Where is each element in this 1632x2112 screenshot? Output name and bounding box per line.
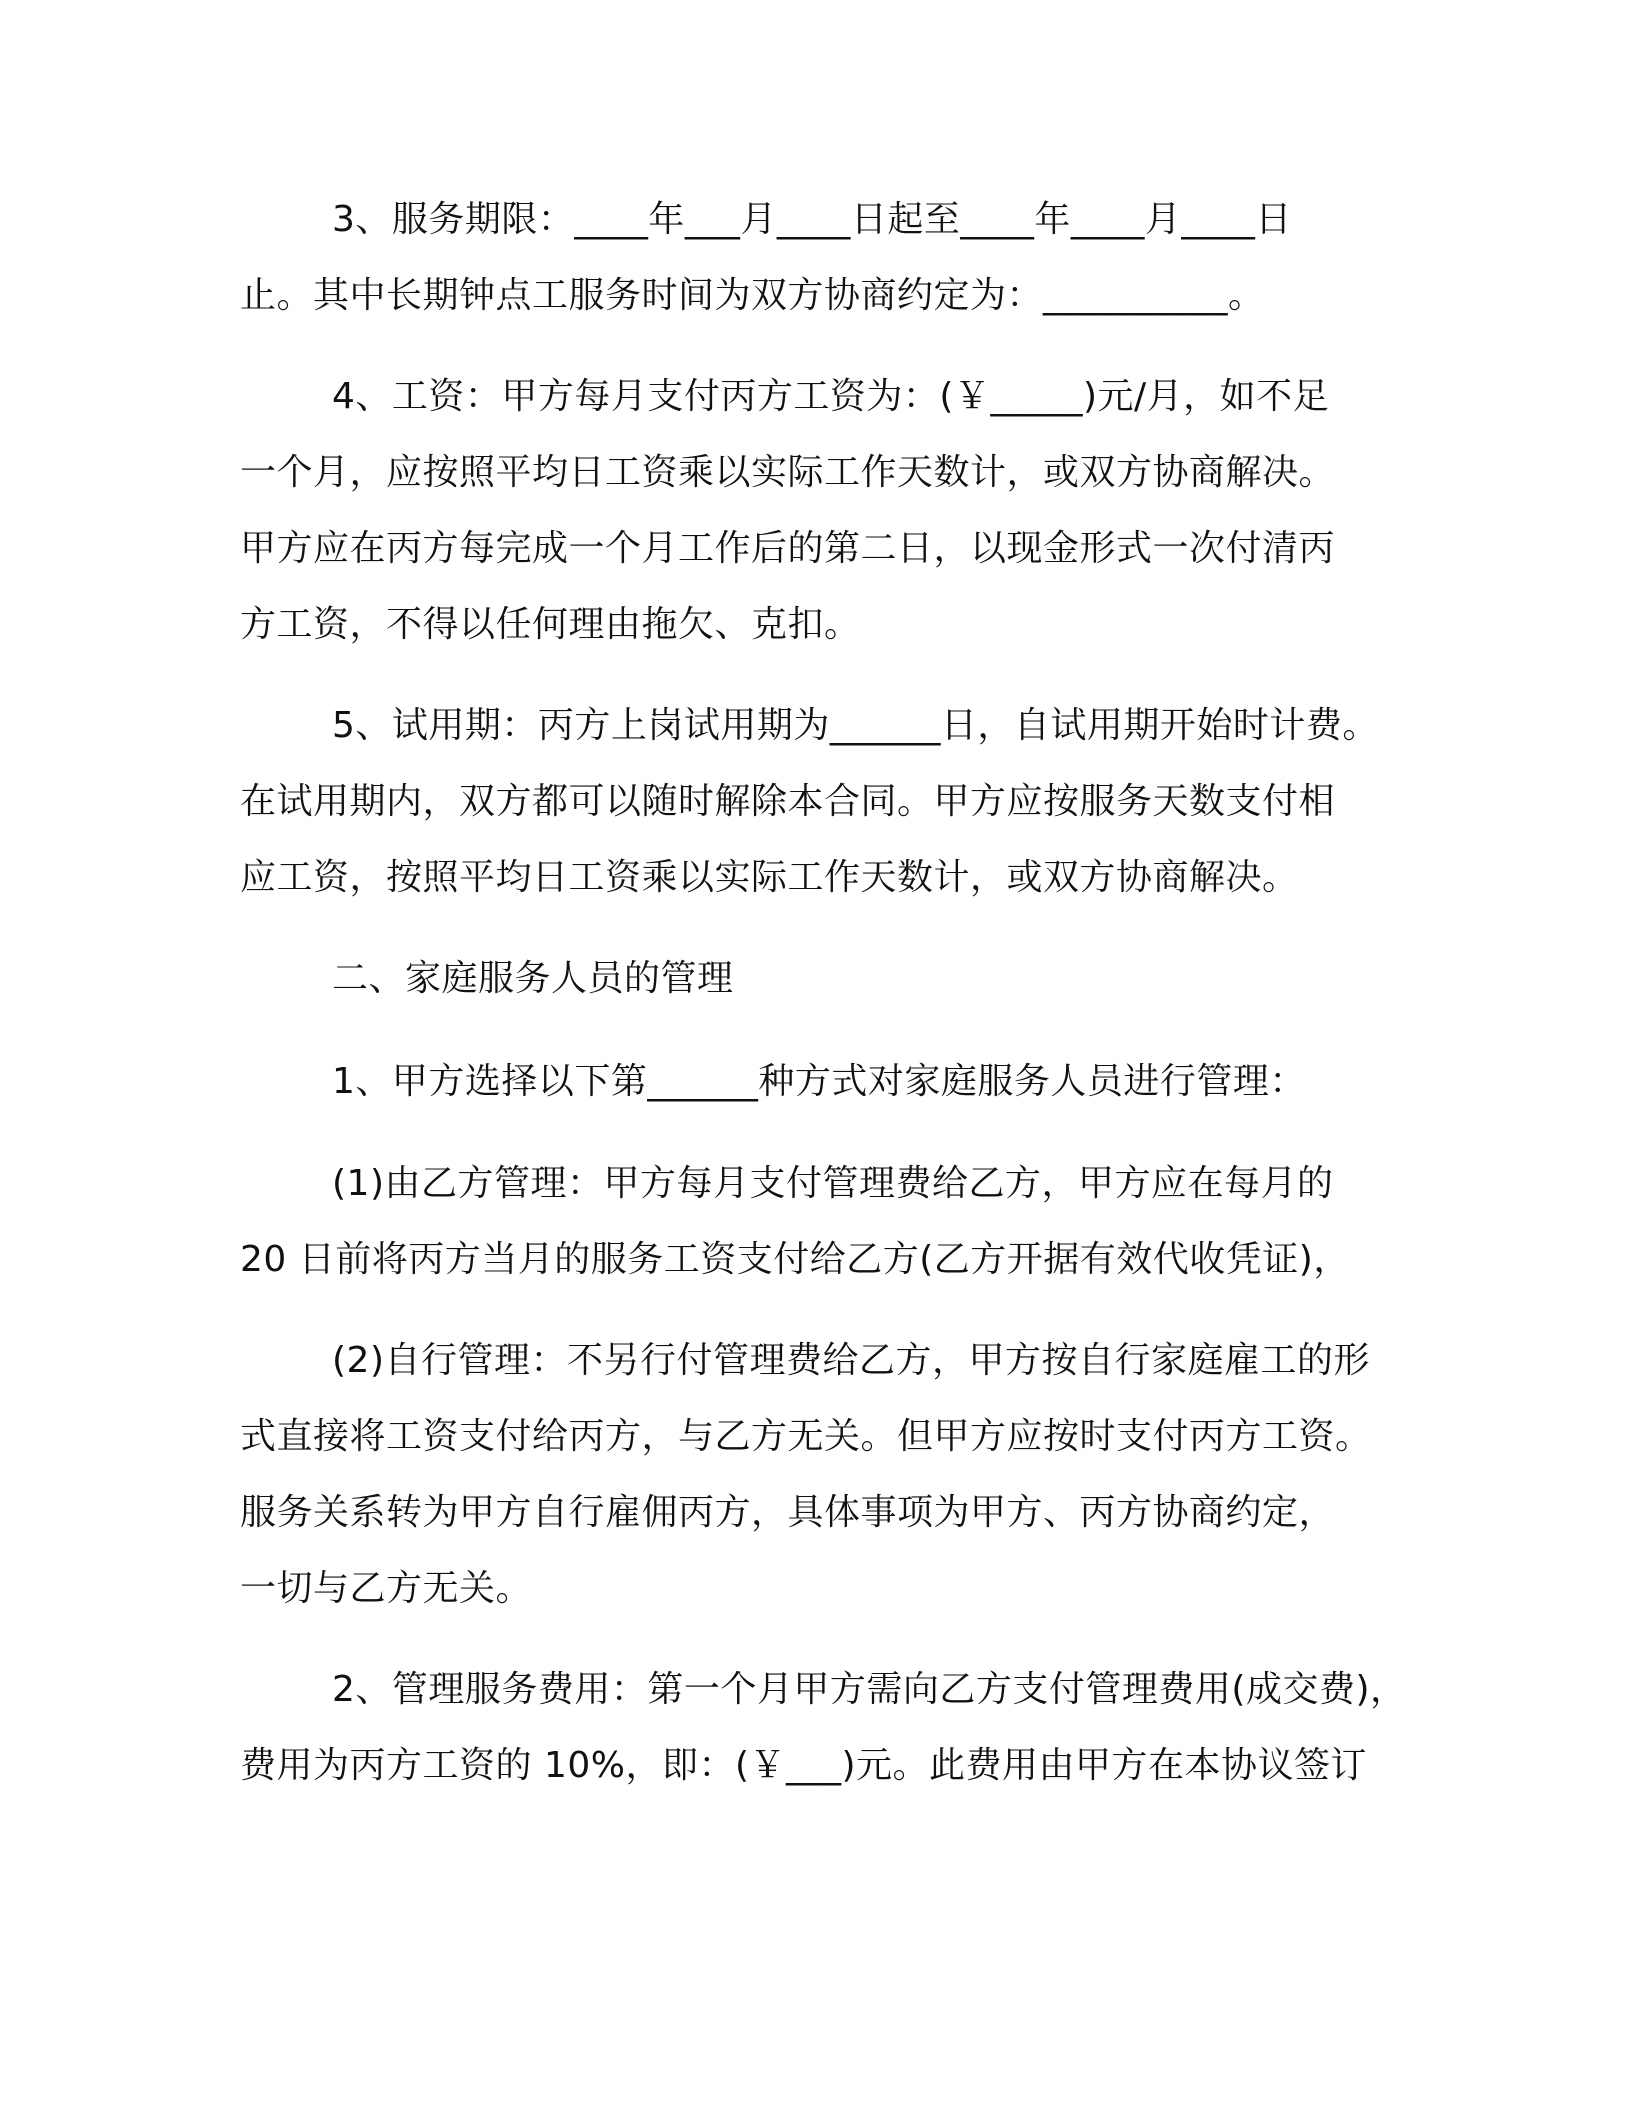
option-1-line: (1)由乙方管理：甲方每月支付管理费给乙方，甲方应在每月的 bbox=[332, 1163, 1334, 1204]
probation-clause-line-3: 应工资，按照平均日工资乘以实际工作天数计，或双方协商解决。 bbox=[240, 857, 1299, 898]
wage-clause-line: 4、工资：甲方每月支付丙方工资为：(￥_____)元/月，如不足 bbox=[332, 376, 1330, 417]
wage-clause-line-2: 一个月，应按照平均日工资乘以实际工作天数计，或双方协商解决。 bbox=[240, 452, 1336, 493]
option-2-line: (2)自行管理：不另行付管理费给乙方，甲方按自行家庭雇工的形 bbox=[332, 1340, 1370, 1381]
probation-clause-line: 5、试用期：丙方上岗试用期为______日，自试用期开始时计费。 bbox=[332, 705, 1379, 746]
fee-clause-line-2: 费用为丙方工资的 10%，即：(￥___)元。此费用由甲方在本协议签订 bbox=[240, 1745, 1368, 1786]
option-2-line-3: 服务关系转为甲方自行雇佣丙方，具体事项为甲方、丙方协商约定， bbox=[240, 1492, 1336, 1533]
wage-clause-line-4: 方工资，不得以任何理由拖欠、克扣。 bbox=[240, 604, 861, 645]
probation-clause-line-2: 在试用期内，双方都可以随时解除本合同。甲方应按服务天数支付相 bbox=[240, 781, 1336, 822]
management-choice-line: 1、甲方选择以下第______种方式对家庭服务人员进行管理： bbox=[332, 1061, 1306, 1102]
fee-clause-line: 2、管理服务费用：第一个月甲方需向乙方支付管理费用(成交费)， bbox=[332, 1669, 1407, 1710]
service-term-line: 3、服务期限：____年___月____日起至____年____月____日 bbox=[332, 199, 1292, 240]
option-2-line-4: 一切与乙方无关。 bbox=[240, 1568, 533, 1609]
option-2-line-2: 式直接将工资支付给丙方，与乙方无关。但甲方应按时支付丙方工资。 bbox=[240, 1416, 1372, 1457]
service-term-line-cont: 止。其中长期钟点工服务时间为双方协商约定为：__________。 bbox=[240, 275, 1265, 316]
wage-clause-line-3: 甲方应在丙方每完成一个月工作后的第二日，以现金形式一次付清丙 bbox=[240, 528, 1336, 569]
section-heading: 二、家庭服务人员的管理 bbox=[332, 958, 734, 999]
option-1-line-2: 20 日前将丙方当月的服务工资支付给乙方(乙方开据有效代收凭证)， bbox=[240, 1239, 1350, 1280]
